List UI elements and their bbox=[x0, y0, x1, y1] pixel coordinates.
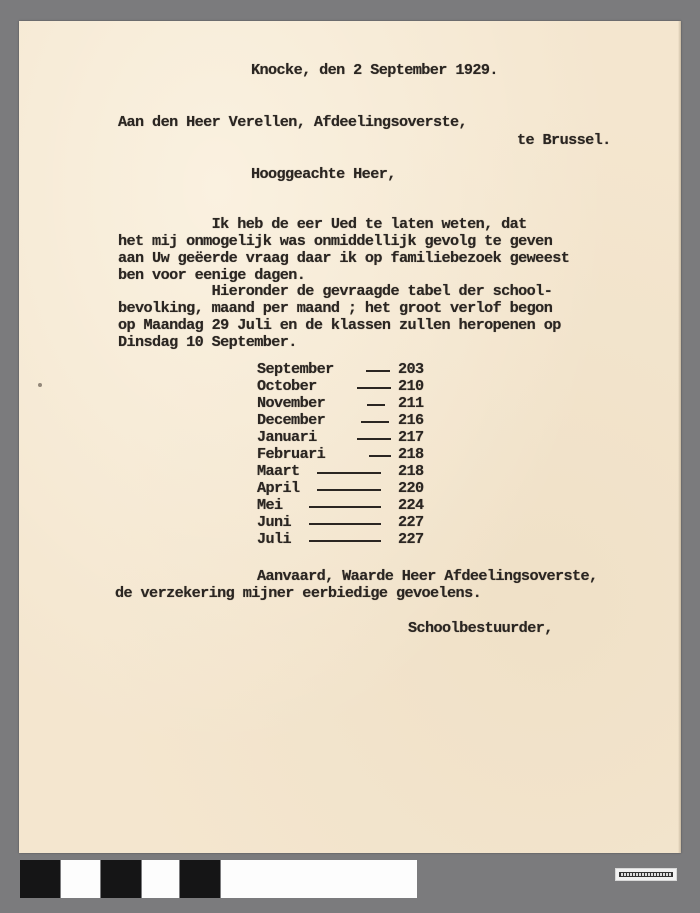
paragraph-1-line: aan Uw geëerde vraag daar ik op familiebezoek geweest bbox=[118, 249, 570, 267]
dash-leader bbox=[367, 404, 385, 406]
count-value: 227 bbox=[398, 530, 424, 548]
count-value: 211 bbox=[398, 394, 424, 412]
table-row bbox=[257, 429, 457, 446]
table-row bbox=[257, 412, 457, 429]
dash-leader bbox=[369, 455, 391, 457]
table-row bbox=[257, 531, 457, 548]
count-value: 216 bbox=[398, 411, 424, 429]
paragraph-1 bbox=[118, 216, 569, 284]
table-row bbox=[257, 497, 457, 514]
table-row bbox=[257, 463, 457, 480]
paragraph-2 bbox=[118, 283, 561, 351]
month-label: Juli bbox=[257, 530, 292, 548]
paragraph-2-line: Hieronder de gevraagde tabel der school- bbox=[118, 282, 553, 300]
month-label: November bbox=[257, 394, 326, 412]
color-scale-black-2 bbox=[101, 860, 141, 898]
paragraph-2-line: Dinsdag 10 September. bbox=[118, 333, 297, 351]
month-label: Januari bbox=[257, 428, 317, 446]
addressee-line: Aan den Heer Verellen, Afdeelingsoverste, bbox=[118, 113, 468, 131]
salutation: Hooggeachte Heer, bbox=[251, 165, 396, 183]
dash-leader bbox=[317, 472, 381, 474]
dash-leader bbox=[361, 421, 389, 423]
count-value: 217 bbox=[398, 428, 424, 446]
month-label: Maart bbox=[257, 462, 300, 480]
count-value: 218 bbox=[398, 445, 424, 463]
count-value: 218 bbox=[398, 462, 424, 480]
paragraph-1-line: het mij onmogelijk was onmiddellijk gevolg te geven bbox=[118, 232, 553, 250]
school-population-table bbox=[257, 361, 457, 551]
table-row bbox=[257, 480, 457, 497]
dash-leader bbox=[309, 540, 381, 542]
month-label: Mei bbox=[257, 496, 283, 514]
dash-leader bbox=[317, 489, 381, 491]
dash-leader bbox=[366, 370, 390, 372]
signature-title: Schoolbestuurder, bbox=[408, 619, 553, 637]
count-value: 210 bbox=[398, 377, 424, 395]
month-label: April bbox=[257, 479, 300, 497]
addressee-city: te Brussel. bbox=[517, 131, 611, 149]
table-row bbox=[257, 446, 457, 463]
count-value: 203 bbox=[398, 360, 424, 378]
month-label: Februari bbox=[257, 445, 326, 463]
dash-leader bbox=[309, 506, 381, 508]
count-value: 224 bbox=[398, 496, 424, 514]
place-date: Knocke, den 2 September 1929. bbox=[251, 61, 498, 79]
archive-label bbox=[615, 868, 677, 881]
color-scale-white-3 bbox=[221, 860, 417, 898]
month-label: September bbox=[257, 360, 334, 378]
dash-leader bbox=[357, 387, 391, 389]
count-value: 220 bbox=[398, 479, 424, 497]
dash-leader bbox=[357, 438, 391, 440]
table-row bbox=[257, 361, 457, 378]
month-label: October bbox=[257, 377, 317, 395]
color-scale-white-1 bbox=[61, 860, 100, 898]
month-label: Juni bbox=[257, 513, 292, 531]
color-scale-white-2 bbox=[142, 860, 179, 898]
count-value: 227 bbox=[398, 513, 424, 531]
dash-leader bbox=[309, 523, 381, 525]
paper-blemish bbox=[38, 383, 42, 387]
closing-line-2: de verzekering mijner eerbiedige gevoelens. bbox=[115, 584, 482, 602]
month-label: December bbox=[257, 411, 326, 429]
paragraph-2-line: op Maandag 29 Juli en de klassen zullen heropenen op bbox=[118, 316, 561, 334]
letter-page bbox=[19, 21, 681, 853]
table-row bbox=[257, 395, 457, 412]
table-row bbox=[257, 378, 457, 395]
archive-barcode bbox=[619, 872, 673, 877]
paragraph-1-line: Ik heb de eer Ued te laten weten, dat bbox=[118, 215, 527, 233]
paragraph-2-line: bevolking, maand per maand ; het groot verlof begon bbox=[118, 299, 553, 317]
color-scale-black-3 bbox=[180, 860, 220, 898]
color-scale-black-1 bbox=[20, 860, 60, 898]
paragraph-1-line: ben voor eenige dagen. bbox=[118, 266, 306, 284]
table-row bbox=[257, 514, 457, 531]
closing-line-1: Aanvaard, Waarde Heer Afdeelingsoverste, bbox=[257, 567, 598, 585]
